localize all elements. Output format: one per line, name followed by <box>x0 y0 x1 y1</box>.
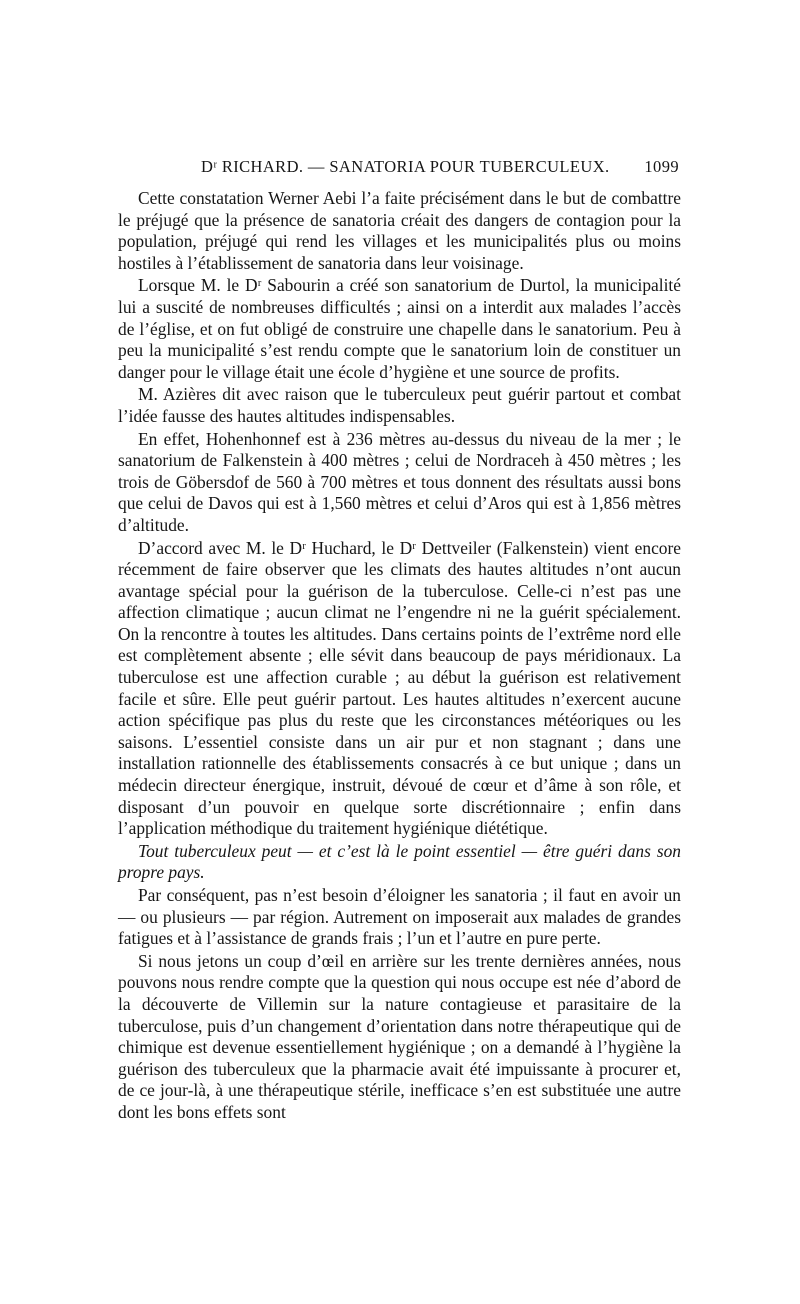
paragraph-3: M. Azières dit avec raison que le tuberculeux peut guérir partout et combat l’idée fausse des hautes altitudes indispensables. <box>118 384 681 426</box>
body-text <box>118 188 681 1124</box>
page-number: 1099 <box>644 157 679 176</box>
page-header <box>118 154 681 178</box>
paragraph-7: Par conséquent, pas n’est besoin d’éloigner les sanatoria ; il faut en avoir un — ou plusieurs — par région. Autrement on imposerait aux malades de grandes fatigues et à l’assistance de grands frais ; l’un et l’autre en pure perte. <box>118 885 681 949</box>
paragraph-8: Si nous jetons un coup d’œil en arrière sur les trente dernières années, nous pouvons nous rendre compte que la question qui nous occupe est née d’abord de la découverte de Villemin sur la nature contagieuse et parasitaire de la tuberculose, puis d’un changement d’orientation dans notre thérapeutique qui de chimique est devenue essentiellement hygiénique ; on a demandé à l’hygiène la guérison des tuberculeux que la pharmacie avait été impuissante à procurer et, de ce jour-là, à une thérapeutique stérile, inefficace s’en est substituée une autre dont les bons effets sont <box>118 950 681 1122</box>
paragraph-2: Lorsque M. le Dʳ Sabourin a créé son sanatorium de Durtol, la municipalité lui a suscité de nombreuses difficultés ; ainsi on a interdit aux malades l’accès de l’église, et on fut obligé de construire une chapelle dans le sanatorium. Peu à peu la municipalité s’est rendu compte que le sanatorium loin de constituer un danger pour le village était une école d’hygiène et une source de profits. <box>118 275 681 382</box>
paragraph-4: En effet, Hohenhonnef est à 236 mètres au-dessus du niveau de la mer ; le sanatorium de Falkenstein à 400 mètres ; celui de Nordraceh à 450 mètres ; les trois de Göbersdof de 560 à 700 mètres et tous donnent des résultats aussi bons que celui de Davos qui est à 1,560 mètres et celui d’Aros qui est à 1,856 mètres d’altitude. <box>118 428 681 535</box>
paragraph-6-italic: Tout tuberculeux peut — et c’est là le point essentiel — être guéri dans son propre pays. <box>118 840 681 883</box>
paragraph-1: Cette constatation Werner Aebi l’a faite précisément dans le but de combattre le préjugé que la présence de sanatoria créait des dangers de contagion pour la population, préjugé qui rend les villages et les municipalités plus ou moins hostiles à l’établissement de sanatoria dans leur voisinage. <box>118 188 681 273</box>
paragraph-5: D’accord avec M. le Dʳ Huchard, le Dʳ Dettveiler (Falkenstein) vient encore récemment de faire observer que les climats des hautes altitudes n’ont aucun avantage spécial pour la guérison de la tuberculose. Celle-ci n’est pas une affection climatique ; aucun climat ne l’engendre ni ne la guérit spécialement. On la rencontre à toutes les altitudes. Dans certains points de l’extrême nord elle est complètement absente ; elle sévit dans beaucoup de pays méridionaux. La tuberculose est une affection curable ; au début la guérison est relativement facile et sûre. Elle peut guérir partout. Les hautes altitudes n’exercent aucune action spécifique pas plus du reste que les circonstances météoriques ou les saisons. L’essentiel consiste dans un air pur et non stagnant ; dans une installation rationnelle des établissements consacrés à ce but unique ; dans un médecin directeur énergique, instruit, dévoué de cœur et d’âme à son rôle, et disposant d’un pouvoir en quelque sorte discrétionnaire ; enfin dans l’application méthodique du traitement hygiénique diététique. <box>118 537 681 839</box>
book-page <box>118 154 681 1124</box>
running-head: Dʳ RICHARD. — SANATORIA POUR TUBERCULEUX. <box>201 157 610 176</box>
